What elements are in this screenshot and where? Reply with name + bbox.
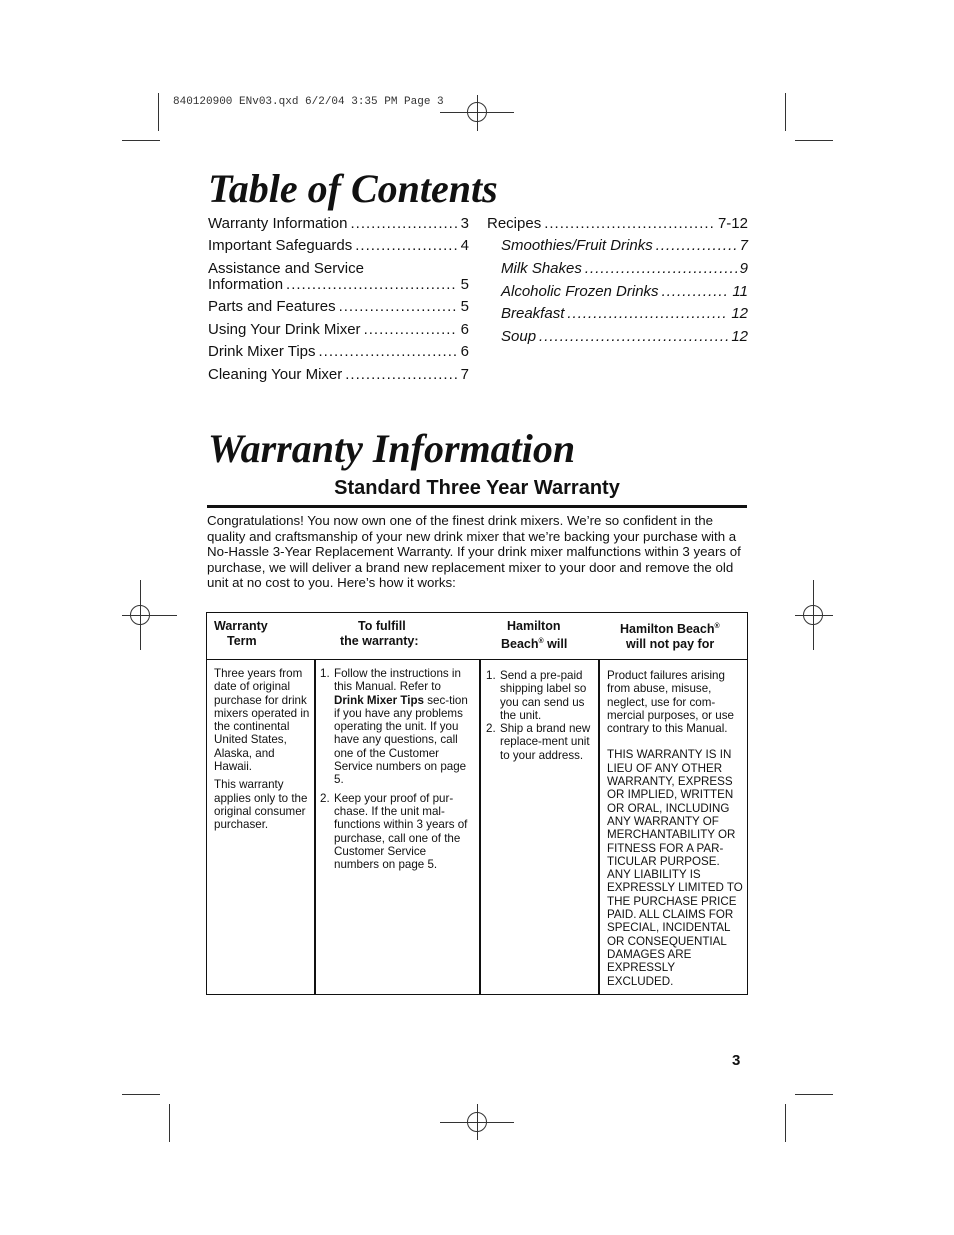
column-divider <box>598 660 600 994</box>
column-divider <box>479 660 481 994</box>
header-to-fulfill: To fulfill the warranty: <box>340 619 419 648</box>
list-item: 1. Send a pre-paid shipping label so you can send us the unit. <box>486 669 587 722</box>
list-item: 1. Follow the instructions in this Manual. Refer to Drink Mixer Tips sec-tion if you have any problems operating the unit. If you have any questions, call one of the Customer Service numbers on page 5. <box>320 667 468 787</box>
toc-item[interactable]: Smoothies/Fruit Drinks ..... 7 <box>501 237 748 254</box>
toc-item[interactable]: Recipes ..... 7-12 <box>487 215 748 232</box>
header-hamilton-beach-will: Hamilton Beach® will <box>501 619 568 652</box>
cell-hamilton-beach-will <box>486 669 596 762</box>
toc-title: Table of Contents <box>208 166 498 211</box>
toc-item[interactable]: Using Your Drink Mixer ..... 6 <box>208 321 469 338</box>
toc-item[interactable]: Alcoholic Frozen Drinks ..... 11 <box>501 283 748 300</box>
column-divider <box>314 660 316 994</box>
intro-paragraph: Congratulations! You now own one of the finest drink mixers. We’re so confident in the quality and craftsmanship of your new drink mixer that we’re backing your purchase with a No-Hassle 3-Year Replacement Warranty. If your drink mixer malfunctions within 3 years of purchase, we will deliver a brand new replacement mixer to your door and remove the old unit at no cost to you. Here’s how it works: <box>207 513 741 591</box>
toc-item[interactable]: Information ..... 5 <box>208 276 469 293</box>
cell-warranty-term: Three years from date of original purchase for drink mixers operated in the continental United States, Alaska, and Hawaii. This warranty applies only to the original consumer purchaser. <box>214 667 310 832</box>
toc-item[interactable]: Drink Mixer Tips ..... 6 <box>208 343 469 360</box>
warranty-title: Warranty Information <box>208 426 576 471</box>
list-item: 2. Keep your proof of pur-chase. If the unit mal-functions within 3 years of purchase, call one of the Customer Service numbers on page 5. <box>320 791 468 872</box>
cell-to-fulfill <box>320 667 470 871</box>
toc-item-label-line1: Assistance and Service <box>208 260 364 277</box>
toc-item[interactable]: Soup ..... 12 <box>501 328 748 345</box>
toc-item[interactable]: Breakfast ..... 12 <box>501 305 748 322</box>
header-warranty-term: Warranty Term <box>214 619 268 648</box>
toc-item[interactable]: Important Safeguards ..... 4 <box>208 237 469 254</box>
toc-item[interactable]: Warranty Information ..... 3 <box>208 215 469 232</box>
header-will-not-pay: Hamilton Beach® will not pay for <box>620 622 720 652</box>
table-header-divider <box>207 659 747 660</box>
toc-item[interactable]: Parts and Features ..... 5 <box>208 298 469 315</box>
cell-will-not-pay: Product failures arising from abuse, misuse, neglect, use for com-mercial purposes, or use contrary to this Manual. THIS WARRANTY IS IN LIEU OF ANY OTHER WARRANTY, EXPRESS OR IMPLIED, WRITTEN OR ORAL, INCLUDING ANY WARRANTY OF MERCHANTABILITY OR FITNESS FOR A PAR-TICULAR PURPOSE. ANY LIABILITY IS EXPRESSLY LIMITED TO THE PURCHASE PRICE PAID. ALL CLAIMS FOR SPECIAL, INCIDENTAL OR CONSEQUENTIAL DAMAGES ARE EXPRESSLY EXCLUDED. <box>607 669 743 988</box>
list-item: 2. Ship a brand new replace-ment unit to your address. <box>486 722 591 762</box>
warranty-subtitle: Standard Three Year Warranty <box>334 477 620 499</box>
toc-item[interactable]: Milk Shakes ..... 9 <box>501 260 748 277</box>
print-slug: 840120900 ENv03.qxd 6/2/04 3:35 PM Page 3 <box>173 96 444 108</box>
toc-item[interactable]: Cleaning Your Mixer ..... 7 <box>208 366 469 383</box>
warranty-intro <box>207 513 747 591</box>
warranty-table <box>206 612 748 995</box>
section-rule <box>207 505 747 508</box>
page-number: 3 <box>732 1052 741 1069</box>
